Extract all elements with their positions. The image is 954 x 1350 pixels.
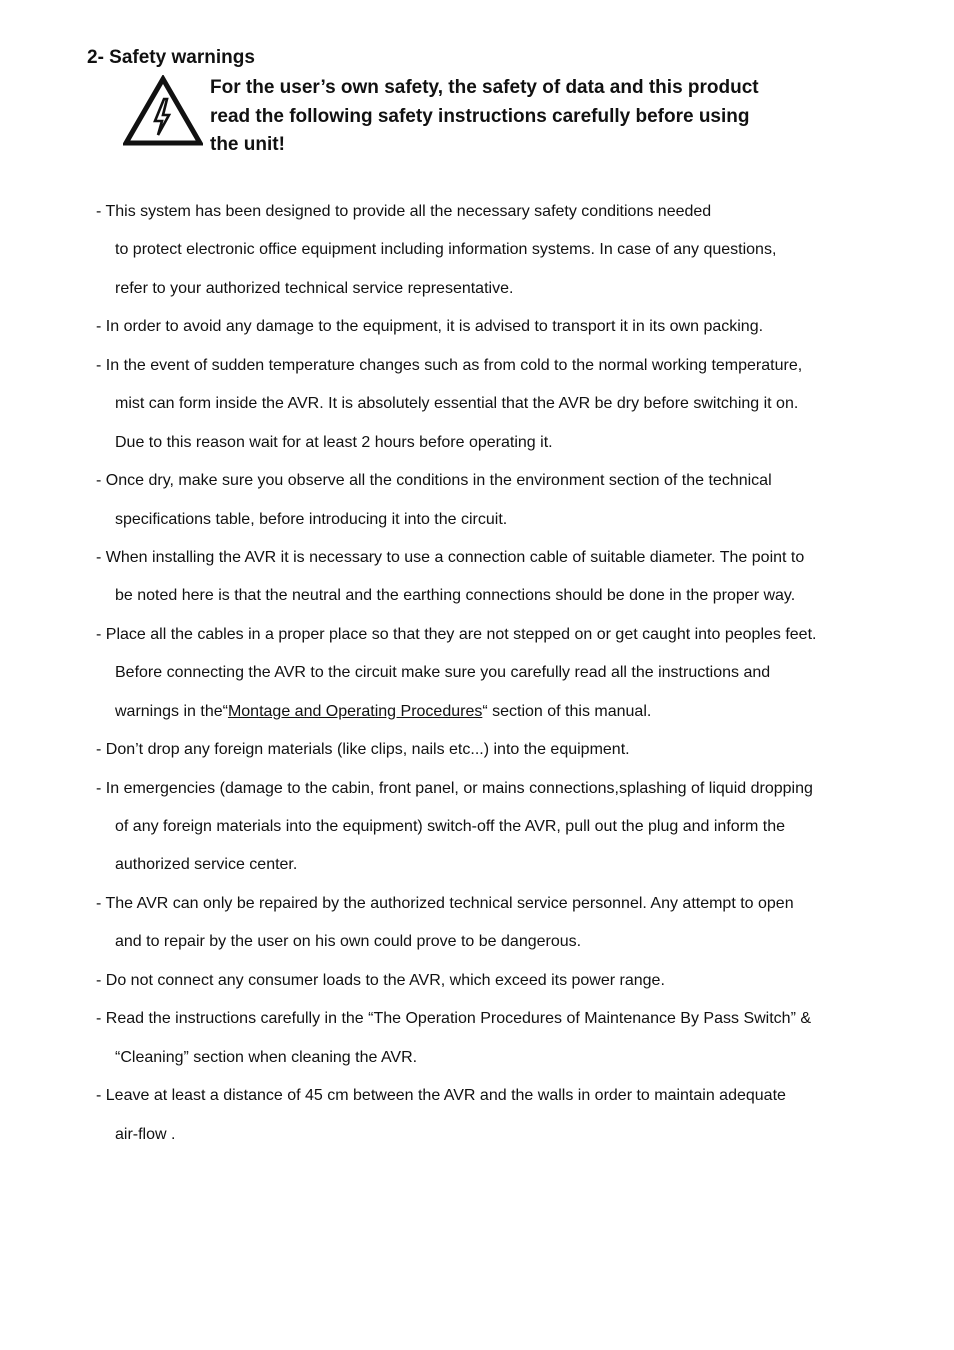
list-item-line: Before connecting the AVR to the circuit make sure you carefully read all the instructions and <box>115 664 771 682</box>
list-item-line: - This system has been designed to provide all the necessary safety conditions needed <box>96 203 712 220</box>
list-item-line: - Place all the cables in a proper place so that they are not stepped on or get caught into peoples feet. <box>96 625 817 643</box>
list-item-line: of any foreign materials into the equipment) switch-off the AVR, pull out the plug and inform the <box>115 818 786 835</box>
list-item-line: - Don’t drop any foreign materials (like clips, nails etc...) into the equipment. <box>96 741 630 759</box>
list-item-line: specifications table, before introducing it into the circuit. <box>115 510 508 528</box>
list-item-line: be noted here is that the neutral and the earthing connections should be done in the proper way. <box>115 587 796 605</box>
list-item-line: - In emergencies (damage to the cabin, front panel, or mains connections,splashing of liquid dropping <box>96 779 813 797</box>
list-item-line: - When installing the AVR it is necessary to use a connection cable of suitable diameter. The point to <box>96 548 805 566</box>
list-item-line: - In the event of sudden temperature changes such as from cold to the normal working temperature, <box>96 356 803 374</box>
warning-line: the unit! <box>210 134 285 155</box>
list-item-line: “Cleaning” section when cleaning the AVR. <box>115 1048 418 1066</box>
list-item-line: to protect electronic office equipment including information systems. In case of any questions, <box>115 241 777 259</box>
list-item-line: air-flow . <box>115 1125 176 1143</box>
list-item-line: refer to your authorized technical service representative. <box>115 279 514 297</box>
list-item-line: mist can form inside the AVR. It is absolutely essential that the AVR be dry before switching it on. <box>115 395 799 413</box>
list-item-text: warnings in the“ <box>115 702 228 720</box>
section-title: 2- Safety warnings <box>87 47 255 68</box>
list-item-line: and to repair by the user on his own could prove to be dangerous. <box>115 933 582 951</box>
list-item-line: - Read the instructions carefully in the “The Operation Procedures of Maintenance By Pass Switch” & <box>96 1010 812 1028</box>
list-item-line <box>96 699 936 737</box>
list-item-line: - Leave at least a distance of 45 cm between the AVR and the walls in order to maintain adequate <box>96 1087 786 1105</box>
list-item-line: - In order to avoid any damage to the equipment, it is advised to transport it in its own packing. <box>96 318 764 336</box>
list-item-line: - The AVR can only be repaired by the authorized technical service personnel. Any attempt to open <box>96 894 794 912</box>
warning-line: read the following safety instructions carefully before using <box>210 105 750 127</box>
list-item-line: - Once dry, make sure you observe all the conditions in the environment section of the technical <box>96 472 772 490</box>
high-voltage-warning-icon <box>123 75 203 147</box>
list-item-text: “ section of this manual. <box>482 702 652 720</box>
list-item-line: - Do not connect any consumer loads to the AVR, which exceed its power range. <box>96 971 665 989</box>
warning-text <box>210 74 850 160</box>
list-item-line: authorized service center. <box>115 856 298 874</box>
list-item-line: Due to this reason wait for at least 2 hours before operating it. <box>115 433 553 451</box>
safety-instructions-list <box>96 199 936 1160</box>
warning-line: For the user’s own safety, the safety of data and this product <box>210 77 759 98</box>
montage-procedures-link[interactable]: Montage and Operating Procedures <box>227 702 483 720</box>
